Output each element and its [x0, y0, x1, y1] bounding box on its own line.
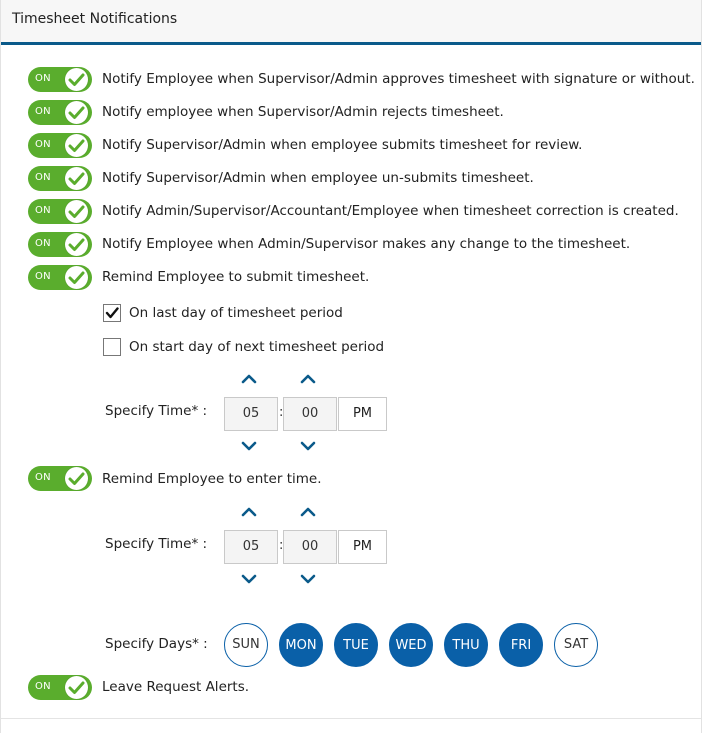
day-sun[interactable]: SUN — [224, 623, 268, 667]
chevron-up-icon[interactable] — [241, 506, 257, 518]
notify-change-label: Notify Employee when Admin/Supervisor makes any change to the timesheet. — [102, 236, 631, 252]
chevron-down-icon[interactable] — [241, 573, 257, 585]
divider — [1, 718, 701, 719]
check-icon — [65, 233, 88, 256]
toggle-remind-enter[interactable] — [28, 466, 92, 491]
check-icon — [65, 68, 88, 91]
checkbox-start-day-label: On start day of next timesheet period — [129, 339, 385, 355]
toggle-remind-submit[interactable] — [28, 265, 92, 290]
remind-submit-label: Remind Employee to submit timesheet. — [102, 269, 370, 285]
leave-alerts-label: Leave Request Alerts. — [102, 679, 250, 695]
time-separator: : — [279, 405, 284, 420]
day-fri[interactable]: FRI — [499, 623, 543, 667]
notify-correction-label: Notify Admin/Supervisor/Accountant/Employee when timesheet correction is created. — [102, 203, 679, 219]
check-icon — [65, 200, 88, 223]
toggle-notify-rejects[interactable] — [28, 100, 92, 125]
toggle-on-text: ON — [35, 205, 51, 216]
checkbox-last-day-label: On last day of timesheet period — [129, 305, 343, 321]
hour-input[interactable]: 05 — [224, 530, 278, 564]
checkmark-icon — [105, 306, 119, 320]
specify-time-label: Specify Time* : — [105, 536, 208, 552]
check-icon — [65, 167, 88, 190]
chevron-down-icon[interactable] — [300, 440, 316, 452]
time-separator: : — [279, 538, 284, 553]
day-mon[interactable]: MON — [279, 623, 323, 667]
checkbox-last-day[interactable] — [103, 304, 121, 322]
notify-rejects-label: Notify employee when Supervisor/Admin rejects timesheet. — [102, 104, 504, 120]
ampm-toggle[interactable]: PM — [338, 397, 387, 431]
toggle-notify-change[interactable] — [28, 232, 92, 257]
chevron-down-icon[interactable] — [300, 573, 316, 585]
specify-days-label: Specify Days* : — [105, 636, 208, 652]
check-icon — [65, 101, 88, 124]
toggle-on-text: ON — [35, 238, 51, 249]
check-icon — [65, 676, 88, 699]
toggle-notify-submits[interactable] — [28, 133, 92, 158]
minute-input[interactable]: 00 — [283, 530, 337, 564]
toggle-on-text: ON — [35, 106, 51, 117]
toggle-on-text: ON — [35, 73, 51, 84]
checkbox-start-day[interactable] — [103, 338, 121, 356]
toggle-on-text: ON — [35, 271, 51, 282]
day-thu[interactable]: THU — [444, 623, 488, 667]
ampm-toggle[interactable]: PM — [338, 530, 387, 564]
specify-time-label: Specify Time* : — [105, 403, 208, 419]
toggle-notify-correction[interactable] — [28, 199, 92, 224]
toggle-on-text: ON — [35, 172, 51, 183]
toggle-notify-unsubmits[interactable] — [28, 166, 92, 191]
chevron-down-icon[interactable] — [241, 440, 257, 452]
notify-submits-label: Notify Supervisor/Admin when employee submits timesheet for review. — [102, 137, 583, 153]
check-icon — [65, 467, 88, 490]
check-icon — [65, 134, 88, 157]
notify-approves-label: Notify Employee when Supervisor/Admin approves timesheet with signature or without. — [102, 71, 695, 87]
toggle-on-text: ON — [35, 472, 51, 483]
day-sat[interactable]: SAT — [554, 623, 598, 667]
panel-title: Timesheet Notifications — [12, 11, 178, 27]
day-tue[interactable]: TUE — [334, 623, 378, 667]
toggle-on-text: ON — [35, 139, 51, 150]
hour-input[interactable]: 05 — [224, 397, 278, 431]
minute-input[interactable]: 00 — [283, 397, 337, 431]
day-wed[interactable]: WED — [389, 623, 433, 667]
toggle-notify-approves[interactable] — [28, 67, 92, 92]
notify-unsubmits-label: Notify Supervisor/Admin when employee un-submits timesheet. — [102, 170, 534, 186]
remind-enter-label: Remind Employee to enter time. — [102, 471, 322, 487]
panel-header — [1, 0, 701, 45]
chevron-up-icon[interactable] — [300, 373, 316, 385]
chevron-up-icon[interactable] — [300, 506, 316, 518]
chevron-up-icon[interactable] — [241, 373, 257, 385]
toggle-on-text: ON — [35, 681, 51, 692]
check-icon — [65, 266, 88, 289]
toggle-leave-alerts[interactable] — [28, 675, 92, 700]
